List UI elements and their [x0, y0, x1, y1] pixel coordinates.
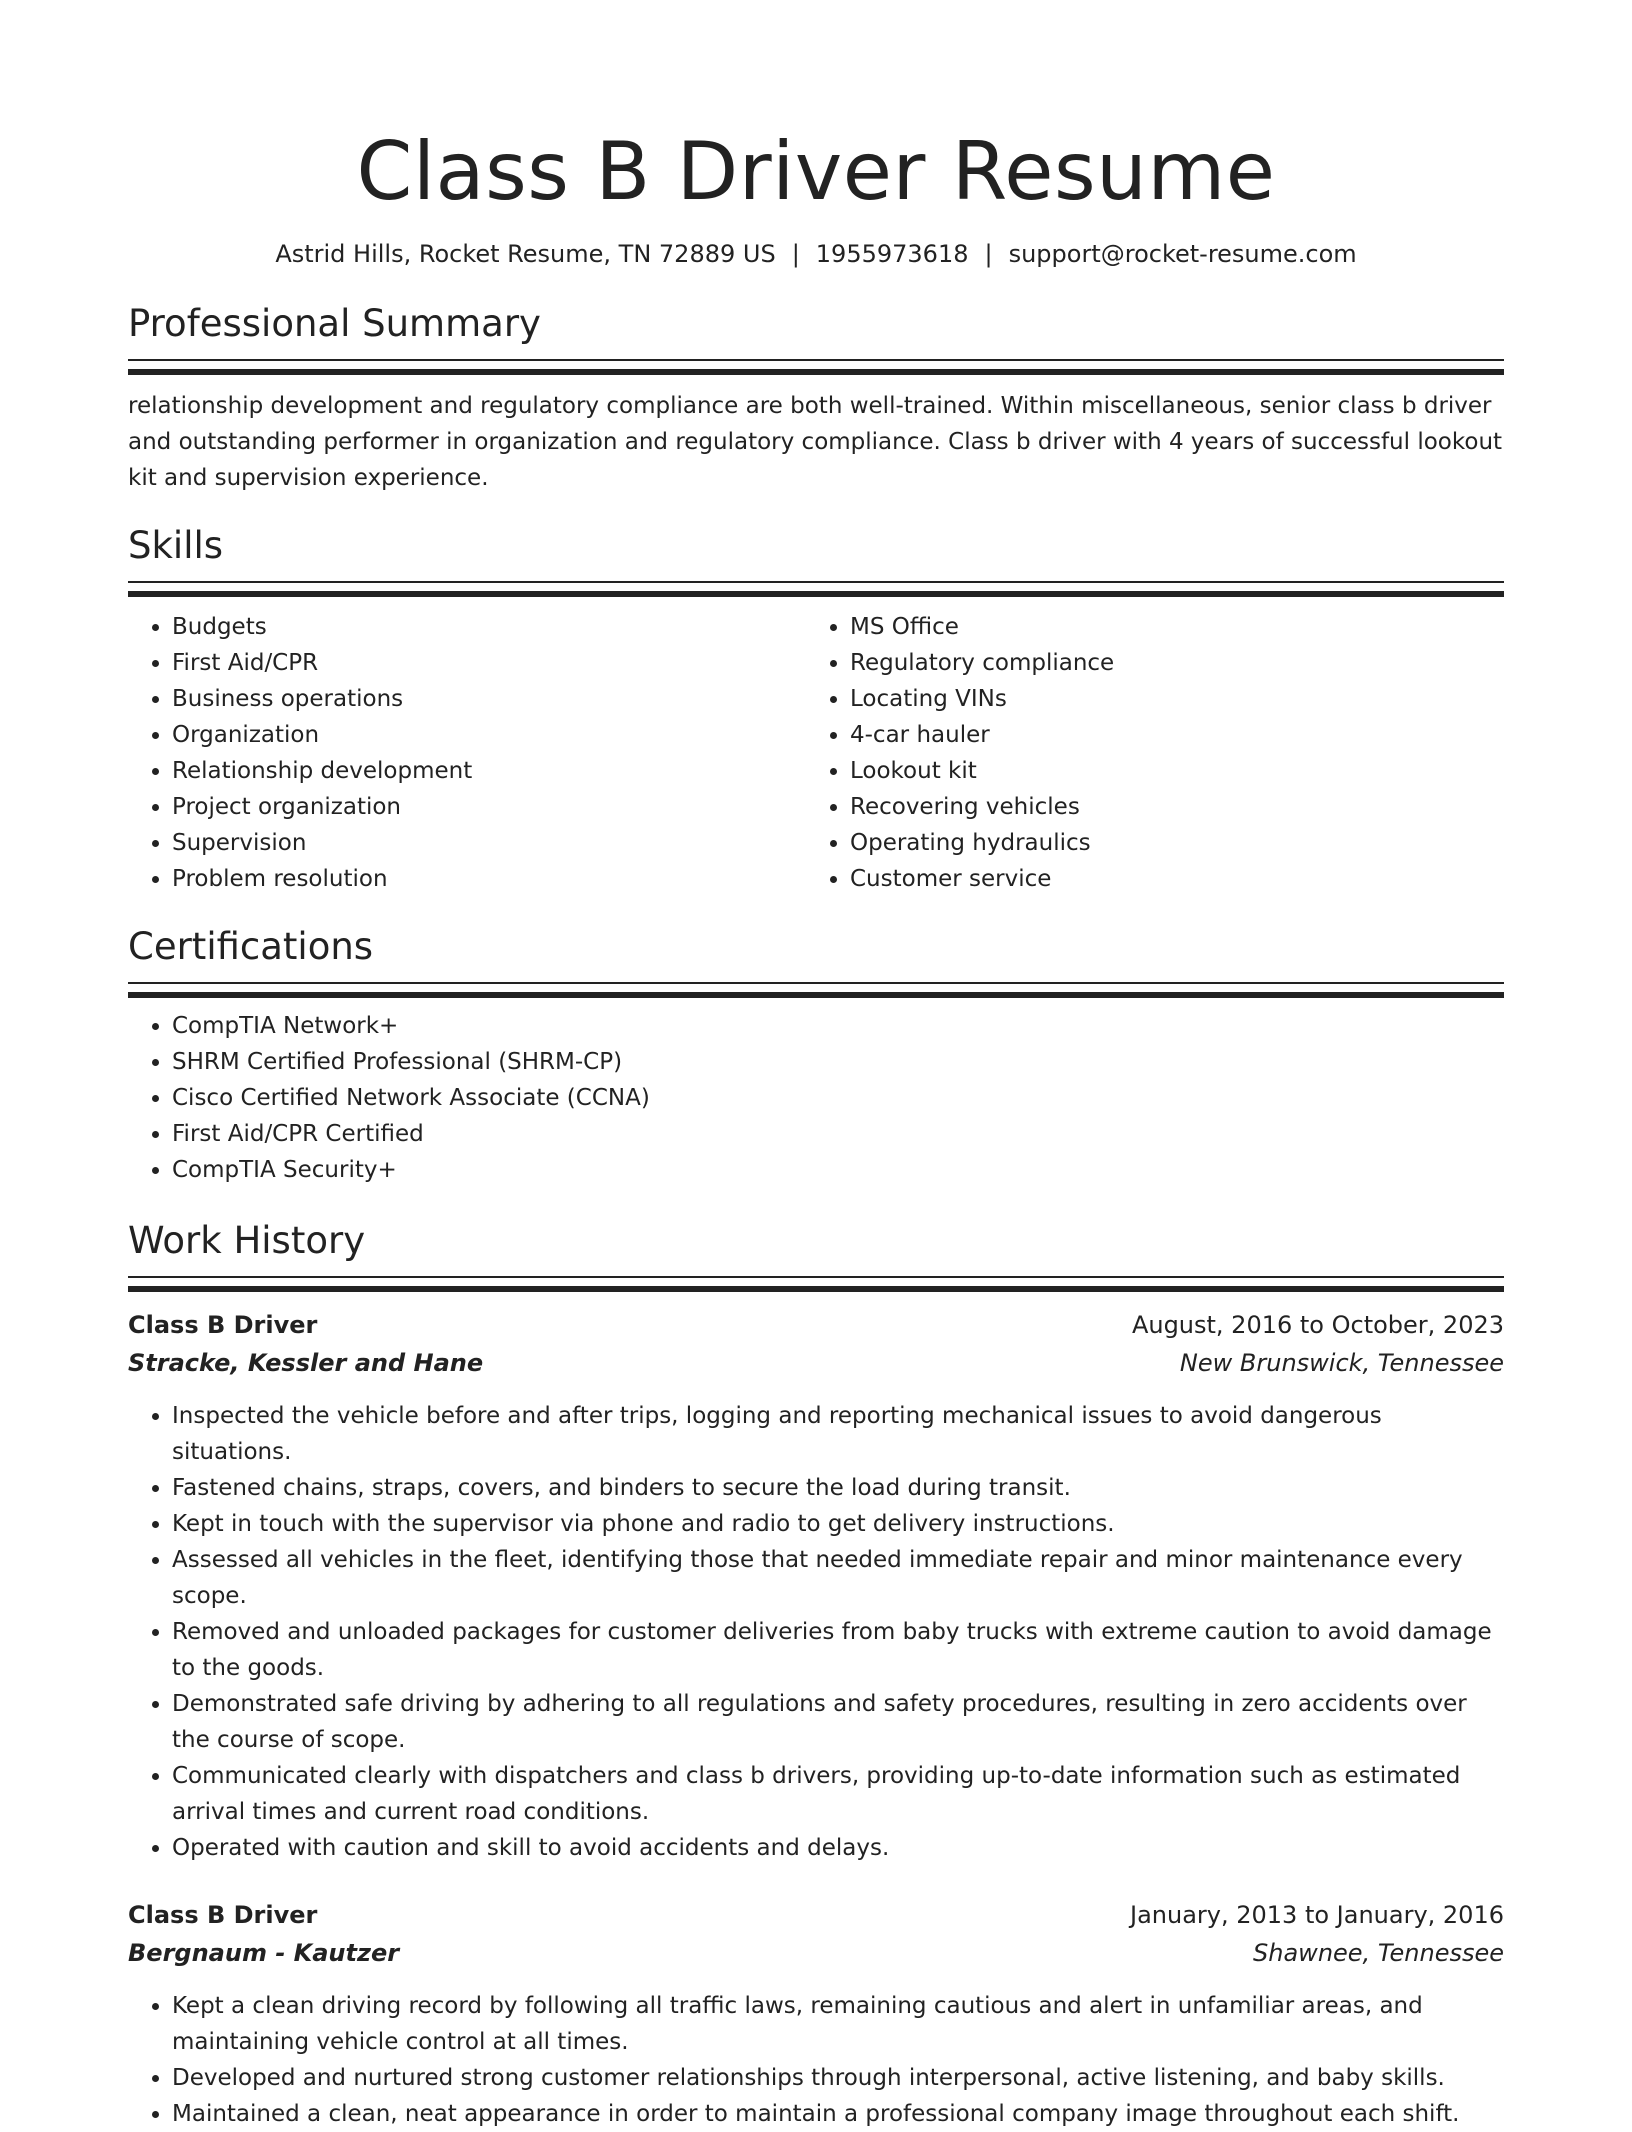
divider [128, 359, 1504, 361]
job-entry [128, 1306, 1504, 1866]
job-dates: August, 2016 to October, 2023 [1131, 1311, 1504, 1339]
skill-item: • Recovering vehicles [850, 789, 1484, 825]
section-heading: Skills [128, 524, 224, 567]
skill-item: • First Aid/CPR [172, 645, 806, 681]
skill-item: • Operating hydraulics [850, 825, 1484, 861]
contact-address: Astrid Hills, Rocket Resume, TN 72889 US [275, 240, 776, 268]
job-bullet: • Kept in touch with the supervisor via phone and radio to get delivery instructions. [172, 1506, 1504, 1542]
skill-item: • Organization [172, 717, 806, 753]
skill-item: • Customer service [850, 861, 1484, 897]
job-bullet: • Inspected the vehicle before and after trips, logging and reporting mechanical issues to avoid dangerous situations. [172, 1398, 1504, 1470]
certifications-list [128, 1008, 1504, 1188]
divider [128, 591, 1504, 597]
certification-item: • CompTIA Security+ [172, 1152, 1504, 1188]
divider [128, 581, 1504, 583]
skill-item: • Regulatory compliance [850, 645, 1484, 681]
skill-item: • Business operations [172, 681, 806, 717]
job-bullets [128, 1398, 1504, 1866]
divider [128, 1276, 1504, 1278]
skill-item: • Problem resolution [172, 861, 806, 897]
job-bullet: • Demonstrated safe driving by adhering to all regulations and safety procedures, resulting in zero accidents over the course of scope. [172, 1686, 1504, 1758]
divider [128, 369, 1504, 375]
job-subheader [128, 1934, 1504, 1972]
certification-item: • SHRM Certified Professional (SHRM-CP) [172, 1044, 1504, 1080]
job-entry [128, 1896, 1504, 2132]
skill-item: • Lookout kit [850, 753, 1484, 789]
skills-list-right [806, 609, 1484, 897]
job-bullet: • Kept a clean driving record by following all traffic laws, remaining cautious and alert in unfamiliar areas, and maintaining vehicle control at all times. [172, 1988, 1504, 2060]
certification-item: • Cisco Certified Network Associate (CCNA) [172, 1080, 1504, 1116]
divider [128, 982, 1504, 984]
skill-item: • Project organization [172, 789, 806, 825]
job-bullet: • Assessed all vehicles in the fleet, identifying those that needed immediate repair and minor maintenance every scope. [172, 1542, 1504, 1614]
section-heading: Professional Summary [128, 302, 541, 345]
job-title: Class B Driver [128, 1311, 318, 1339]
skill-item: • MS Office [850, 609, 1484, 645]
job-bullet: • Developed and nurtured strong customer relationships through interpersonal, active listening, and baby skills. [172, 2060, 1504, 2096]
certification-item: • First Aid/CPR Certified [172, 1116, 1504, 1152]
job-dates: January, 2013 to January, 2016 [1130, 1901, 1504, 1929]
certifications-section [128, 924, 1504, 1188]
job-location: New Brunswick, Tennessee [1179, 1349, 1504, 1377]
resume-page [128, 0, 1504, 2132]
skills-list-left [128, 609, 806, 897]
job-company: Stracke, Kessler and Hane [128, 1349, 484, 1377]
work-history-section [128, 1218, 1504, 2132]
job-bullets [128, 1988, 1504, 2132]
divider [128, 992, 1504, 998]
job-bullet: • Fastened chains, straps, covers, and binders to secure the load during transit. [172, 1470, 1504, 1506]
job-bullet: • Removed and unloaded packages for customer deliveries from baby trucks with extreme caution to avoid damage to the goods. [172, 1614, 1504, 1686]
job-bullet: • Operated with caution and skill to avoid accidents and delays. [172, 1830, 1504, 1866]
skill-item: • Budgets [172, 609, 806, 645]
contact-phone: 1955973618 [815, 240, 969, 268]
skill-item: • Relationship development [172, 753, 806, 789]
job-header [128, 1306, 1504, 1344]
skill-item: • Locating VINs [850, 681, 1484, 717]
skill-item: • Supervision [172, 825, 806, 861]
resume-title: Class B Driver Resume [356, 125, 1276, 218]
job-bullet: • Communicated clearly with dispatchers and class b drivers, providing up-to-date information such as estimated arrival times and current road conditions. [172, 1758, 1504, 1830]
summary-section [128, 301, 1504, 496]
certification-item: • CompTIA Network+ [172, 1008, 1504, 1044]
contact-line [128, 238, 1504, 270]
contact-separator: | [791, 240, 800, 268]
summary-text: relationship development and regulatory compliance are both well-trained. Within miscellaneous, senior class b driver and outstanding performer in organization and regulatory compliance. Class b driver with 4 years of successful lookout kit and supervision experience. [128, 393, 1503, 491]
job-company: Bergnaum - Kautzer [128, 1939, 400, 1967]
job-title: Class B Driver [128, 1901, 318, 1929]
section-heading: Certifications [128, 925, 374, 968]
job-location: Shawnee, Tennessee [1253, 1939, 1504, 1967]
contact-email: support@rocket-resume.com [1008, 240, 1357, 268]
contact-separator: | [984, 240, 993, 268]
job-bullet: • Maintained a clean, neat appearance in order to maintain a professional company image throughout each shift. [172, 2096, 1504, 2132]
divider [128, 1286, 1504, 1292]
skill-item: • 4-car hauler [850, 717, 1484, 753]
job-header [128, 1896, 1504, 1934]
skills-section [128, 523, 1504, 897]
job-subheader [128, 1344, 1504, 1382]
section-heading: Work History [128, 1219, 366, 1262]
skills-columns [128, 609, 1504, 897]
